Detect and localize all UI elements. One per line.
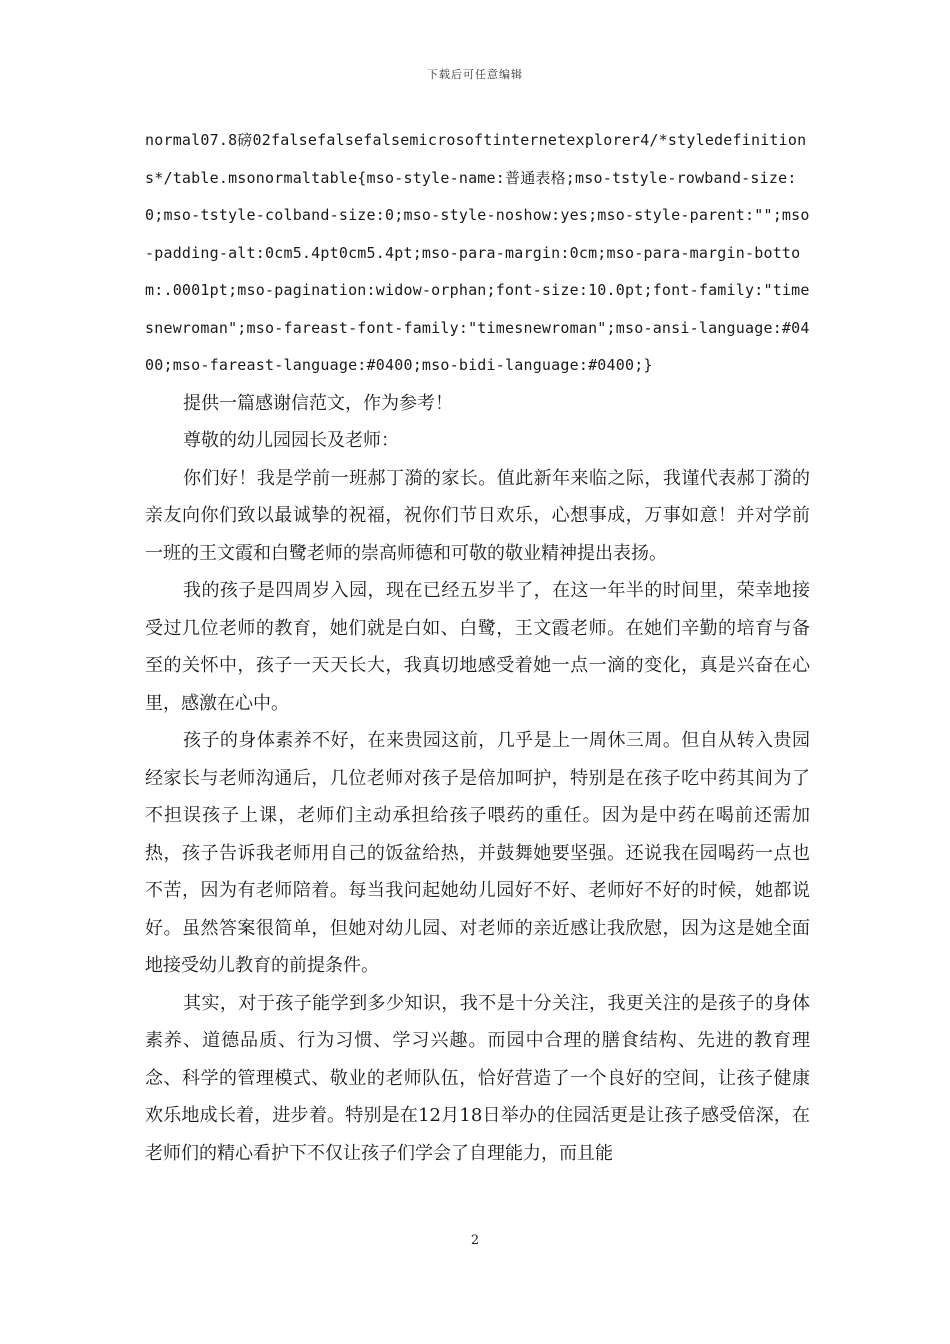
body-paragraph: 你们好！我是学前一班郝丁漪的家长。值此新年来临之际，我谨代表郝丁漪的亲友向你们致以最诚挚的祝福，祝你们节日欢乐，心想事成，万事如意！并对学前一班的王文霞和白鹭老师的崇高师德和可敬的敬业精神提出表扬。 — [145, 467, 810, 564]
intro-paragraph: 提供一篇感谢信范文，作为参考！ — [183, 392, 453, 414]
style-definition-text: normal07.8磅02falsefalsefalsemicrosoftinternetexplorer4/*styledefinitions*/table.msonormaltable{mso-style-name:普通表格;mso-tstyle-rowband-size:0;mso-tstyle-colband-size:0;mso-style-noshow:yes;mso-style-parent:"";mso-padding-alt:0cm5.4pt0cm5.4pt;mso-para-margin:0cm;mso-para-margin-bottom:.0001pt;mso-pagination:widow-orphan;font-size:10.0pt;font-family:"timesnewroman";mso-fareast-font-family:"timesnewroman";mso-ansi-language:#0400;mso-fareast-language:#0400;mso-bidi-language:#0400;} — [145, 131, 810, 374]
page-header: 下载后可任意编辑 — [427, 68, 523, 81]
salutation: 尊敬的幼儿园园长及老师： — [183, 430, 399, 451]
body-paragraph: 孩子的身体素养不好，在来贵园这前，几乎是上一周休三周。但自从转入贵园经家长与老师沟通后，几位老师对孩子是倍加呵护，特别是在孩子吃中药其间为了不担误孩子上课，老师们主动承担给孩子喂药的重任。因为是中药在喝前还需加热，孩子告诉我老师用自己的饭盆给热，并鼓舞她要坚强。还说我在园喝药一点也不苦，因为有老师陪着。每当我问起她幼儿园好不好、老师好不好的时候，她都说好。虽然答案很简单，但她对幼儿园、对老师的亲近感让我欣慰，因为这是她全面地接受幼儿教育的前提条件。 — [145, 730, 810, 976]
body-paragraph: 我的孩子是四周岁入园，现在已经五岁半了，在这一年半的时间里，荣幸地接受过几位老师的教育，她们就是白如、白鹭，王文霞老师。在她们辛勤的培育与备至的关怀中，孩子一天天长大，我真切地感受着她一点一滴的变化，真是兴奋在心里，感激在心中。 — [145, 580, 810, 714]
page-number: 2 — [470, 1233, 480, 1248]
body-paragraph: 其实，对于孩子能学到多少知识，我不是十分关注，我更关注的是孩子的身体素养、道德品质、行为习惯、学习兴趣。而园中合理的膳食结构、先进的教育理念、科学的管理模式、敬业的老师队伍，恰好营造了一个良好的空间，让孩子健康欢乐地成长着，进步着。特别是在12月18日举办的住园活更是让孩子感受倍深，在老师们的精心看护下不仅让孩子们学会了自理能力，而且能 — [145, 992, 810, 1164]
document-body — [145, 122, 810, 1172]
